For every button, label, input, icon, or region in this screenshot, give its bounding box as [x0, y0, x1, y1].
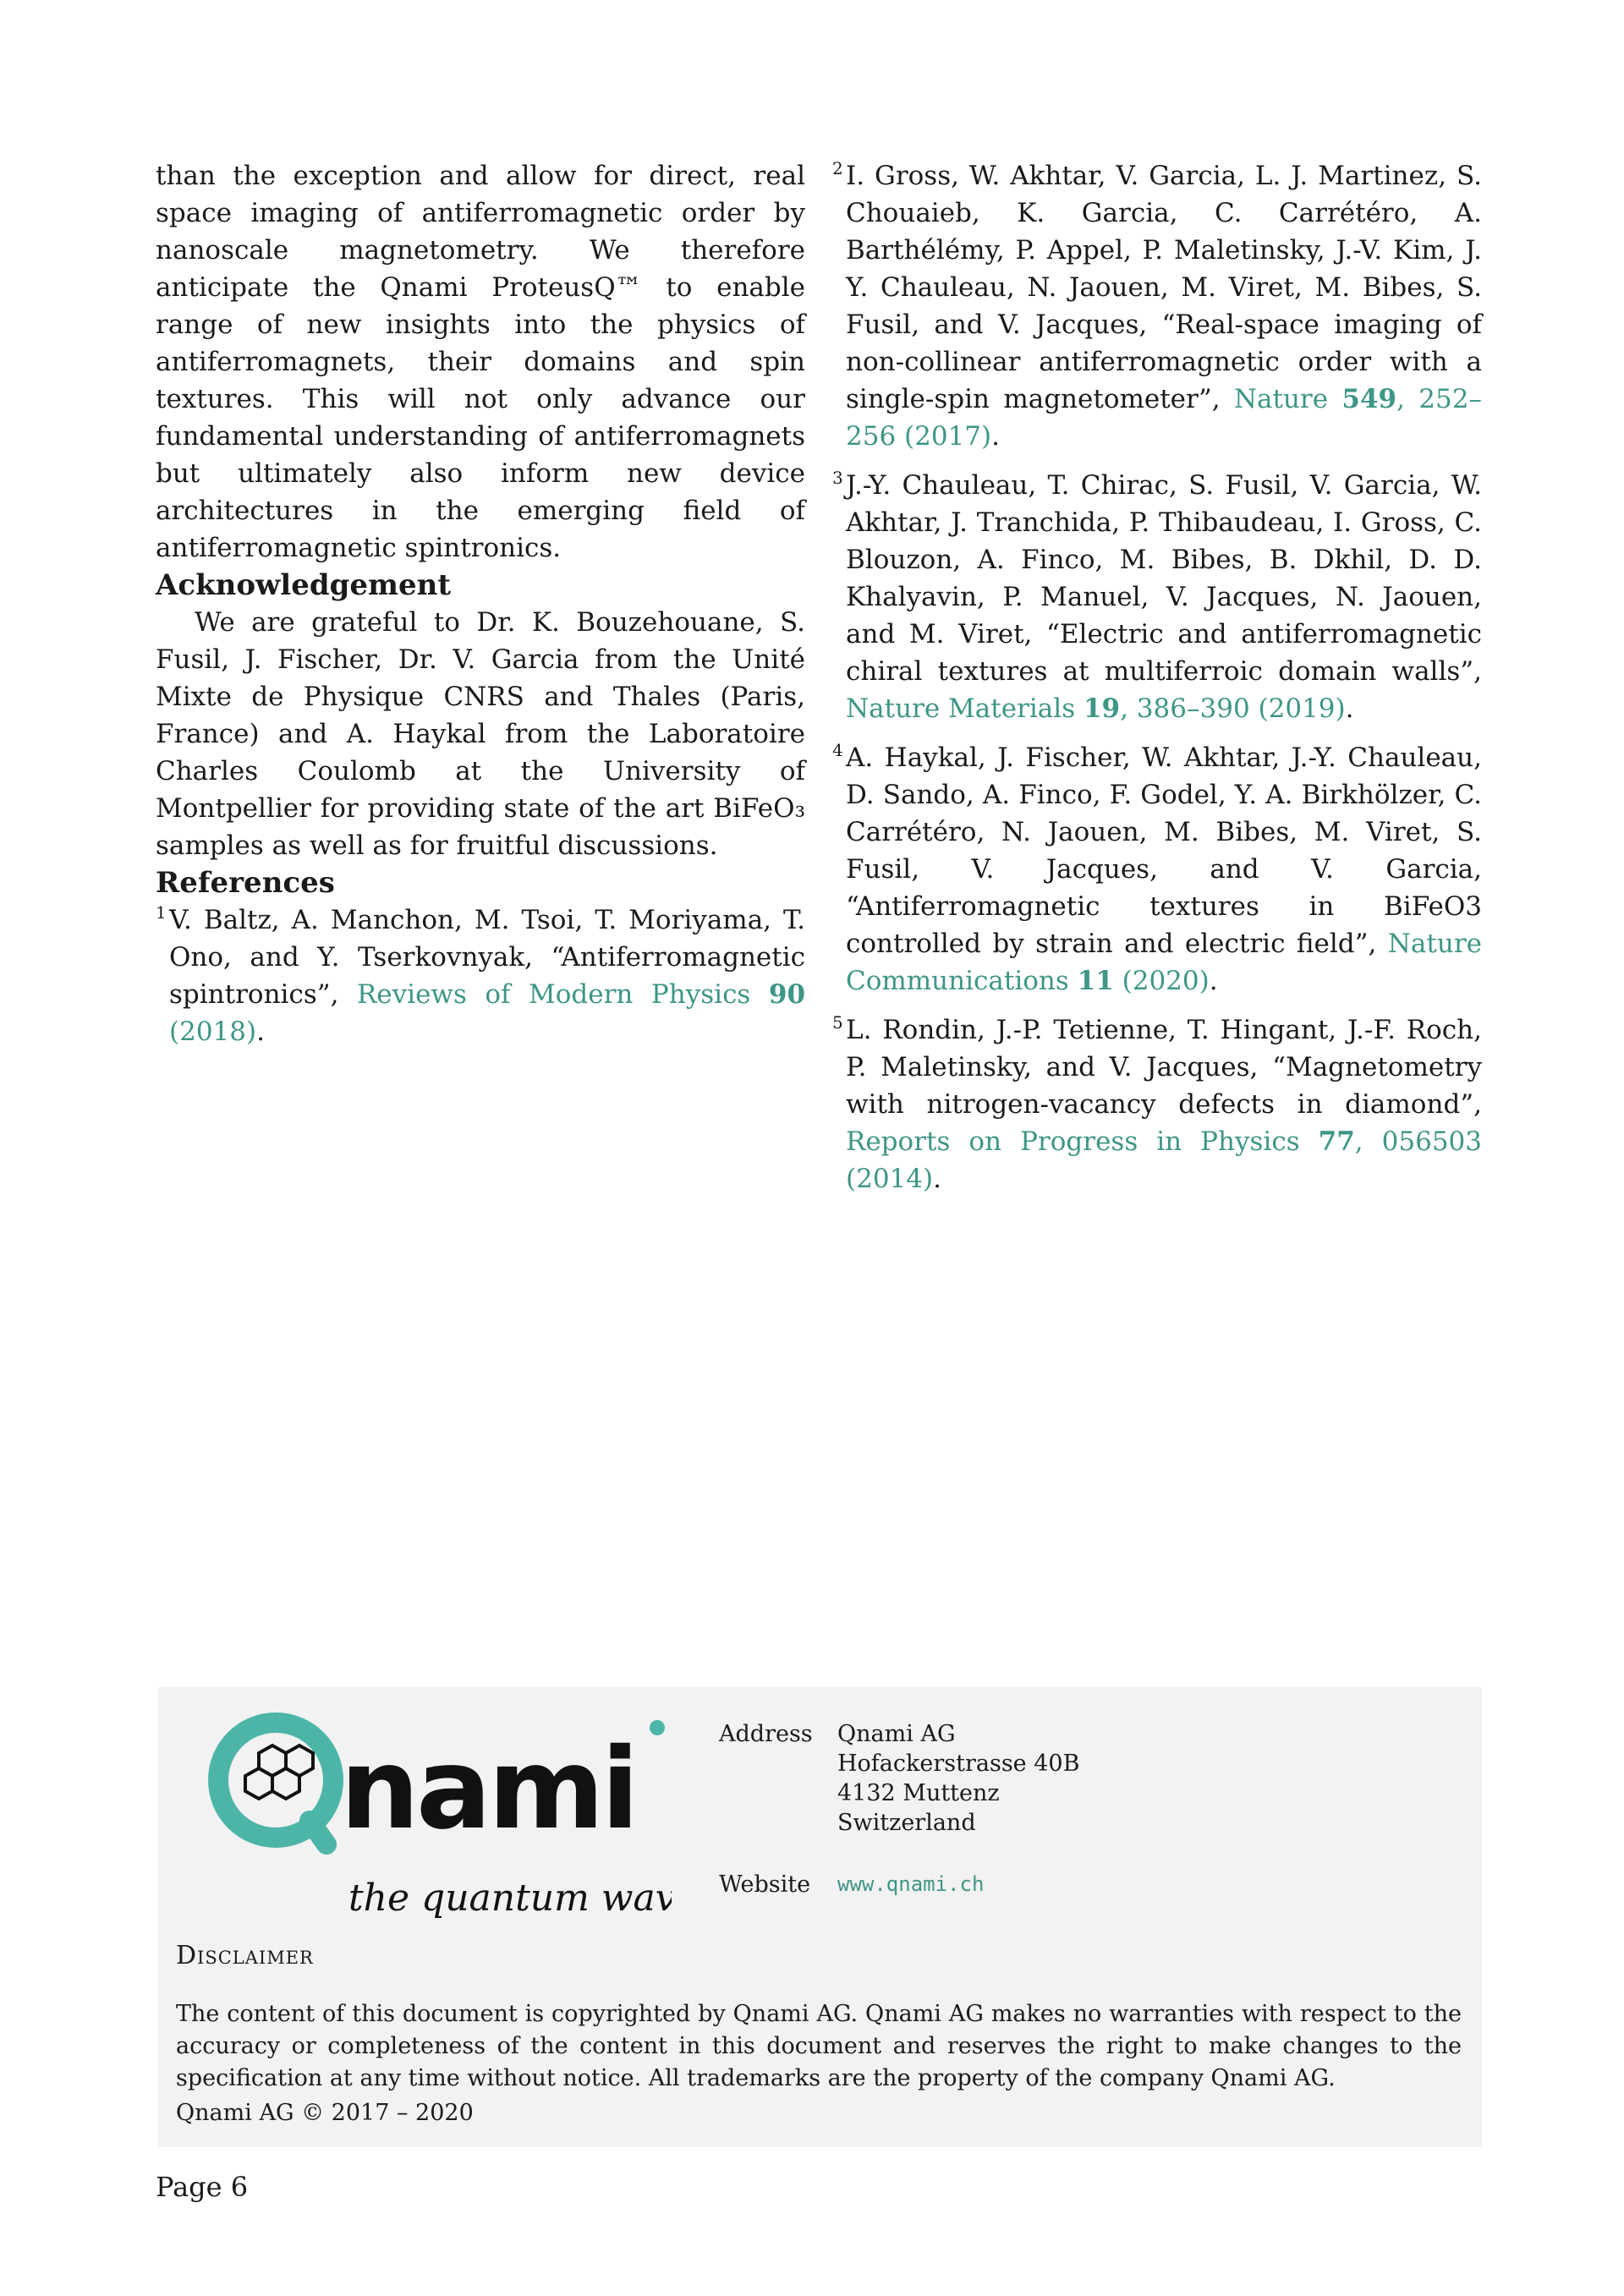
journal-volume: 19 — [1083, 693, 1121, 724]
disclaimer-title: Disclaimer — [176, 1941, 314, 1970]
left-column — [156, 157, 805, 1062]
disclaimer-text: The content of this document is copyrighted by Qnami AG. Qnami AG makes no warranties with respect to the accuracy or completeness of the content in this document and reserves the right to make changes to the specification at any time without notice. All trademarks are the property of the company Qnami AG. — [176, 2001, 1462, 2091]
reference-3 — [832, 467, 1482, 727]
address-line: 4132 Muttenz — [837, 1780, 1000, 1806]
reference-text: L. Rondin, J.-P. Tetienne, T. Hingant, J.-F. Roch, P. Maletinsky, and V. Jacques, “Magnetometry with nitrogen-vacancy defects in diamond”, — [846, 1015, 1482, 1120]
qnami-logo-graphic — [198, 1702, 672, 1939]
address-line: Hofackerstrasse 40B — [837, 1751, 1080, 1777]
acknowledgement-paragraph: We are grateful to Dr. K. Bouzehouane, S. Fusil, J. Fischer, Dr. V. Garcia from the Unité Mixte de Physique CNRS and Thales (Paris, France) and A. Haykal from the Laboratoire Charles Coulomb at the University of Montpellier for providing state of the art BiFeO₃ samples as well as for fruitful discussions. — [156, 607, 805, 861]
logo-tagline: the quantum wave — [348, 1877, 672, 1920]
reference-end: . — [1209, 966, 1218, 996]
reference-text: J.-Y. Chauleau, T. Chirac, S. Fusil, V. Garcia, W. Akhtar, J. Tranchida, P. Thibaudeau, I. Gross, C. Blouzon, A. Finco, M. Bibes, B. Dkhil, D. D. Khalyavin, P. Manuel, V. Jacques, N. Jaouen, and M. Viret, “Electric and antiferromagnetic chiral textures at multiferroic domain walls”, — [846, 470, 1482, 687]
reference-number: 3 — [832, 468, 843, 488]
logo-wordmark: nami — [340, 1724, 636, 1855]
hexagon-molecule-icon — [245, 1745, 313, 1799]
reference-1 — [156, 901, 805, 1050]
reference-5 — [832, 1011, 1482, 1197]
reference-number: 2 — [832, 158, 843, 178]
address-label: Address — [719, 1721, 813, 1747]
journal-details: (2020) — [1113, 966, 1210, 996]
address-block — [837, 1719, 1079, 1838]
journal-details: , 056503 (2014) — [846, 1126, 1483, 1194]
references-heading: References — [156, 866, 335, 900]
journal-volume: 11 — [1077, 966, 1114, 996]
reference-end: . — [991, 421, 1000, 452]
footer-box — [157, 1687, 1482, 2147]
website-link[interactable]: www.qnami.ch — [837, 1872, 985, 1896]
website-label: Website — [719, 1871, 811, 1898]
journal-volume: 77 — [1318, 1126, 1355, 1157]
reference-2 — [832, 157, 1482, 455]
intro-paragraph: than the exception and allow for direct, real space imaging of antiferromagnetic order by nanoscale magnetometry. We therefore anticipate the Qnami ProteusQ™ to enable range of new insights into the physics of antiferromagnets, their domains and spin textures. This will not only advance our fundamental understanding of antiferromagnets but ultimately also inform new device architectures in the emerging field of antiferromagnetic spintronics. — [156, 161, 805, 563]
reference-number: 4 — [832, 740, 843, 760]
journal-name: Reviews of Modern Physics — [356, 979, 751, 1010]
acknowledgement-heading: Acknowledgement — [156, 568, 452, 602]
reference-end: . — [256, 1016, 265, 1047]
right-column — [832, 157, 1482, 1209]
address-line: Qnami AG — [837, 1721, 956, 1747]
reference-end: . — [1345, 693, 1354, 724]
reference-link[interactable] — [846, 693, 1346, 724]
journal-name: Nature Communications — [846, 929, 1482, 996]
journal-details: , 386–390 (2019) — [1120, 693, 1346, 724]
reference-text: V. Baltz, A. Manchon, M. Tsoi, T. Moriyama, T. Ono, and Y. Tserkovnyak, “Antiferromagnetic spintronics”, — [169, 905, 805, 1010]
reference-4 — [832, 739, 1482, 1000]
journal-details: (2018) — [169, 1016, 257, 1047]
reference-text: I. Gross, W. Akhtar, V. Garcia, L. J. Martinez, S. Chouaieb, K. Garcia, C. Carrétéro, A. Barthélémy, P. Appel, P. Maletinsky, J.-V. Kim, J. Y. Chauleau, N. Jaouen, M. Viret, M. Bibes, S. Fusil, and V. Jacques, “Real-space imaging of non-collinear antiferromagnetic order with a single-spin magnetometer”, — [846, 161, 1482, 414]
page-number: Page 6 — [156, 2171, 249, 2203]
journal-volume: 90 — [768, 979, 806, 1010]
reference-text: A. Haykal, J. Fischer, W. Akhtar, J.-Y. Chauleau, D. Sando, A. Finco, F. Godel, Y. A. Birkhölzer, C. Carrétéro, N. Jaouen, M. Bibes, M. Viret, S. Fusil, V. Jacques, and V. Garcia, “Antiferromagnetic textures in BiFeO3 controlled by strain and electric field”, — [846, 743, 1482, 959]
reference-end: . — [933, 1164, 941, 1194]
qnami-logo-icon — [198, 1702, 672, 1939]
journal-name: Nature — [1233, 384, 1329, 414]
address-line: Switzerland — [837, 1810, 976, 1836]
journal-name: Reports on Progress in Physics — [846, 1126, 1300, 1157]
copyright-line: Qnami AG © 2017 – 2020 — [176, 2100, 474, 2126]
reference-number: 5 — [832, 1012, 843, 1033]
journal-details: , 252–256 (2017) — [846, 384, 1482, 452]
journal-name: Nature Materials — [846, 693, 1076, 724]
journal-volume: 549 — [1341, 384, 1397, 414]
reference-number: 1 — [156, 902, 167, 923]
